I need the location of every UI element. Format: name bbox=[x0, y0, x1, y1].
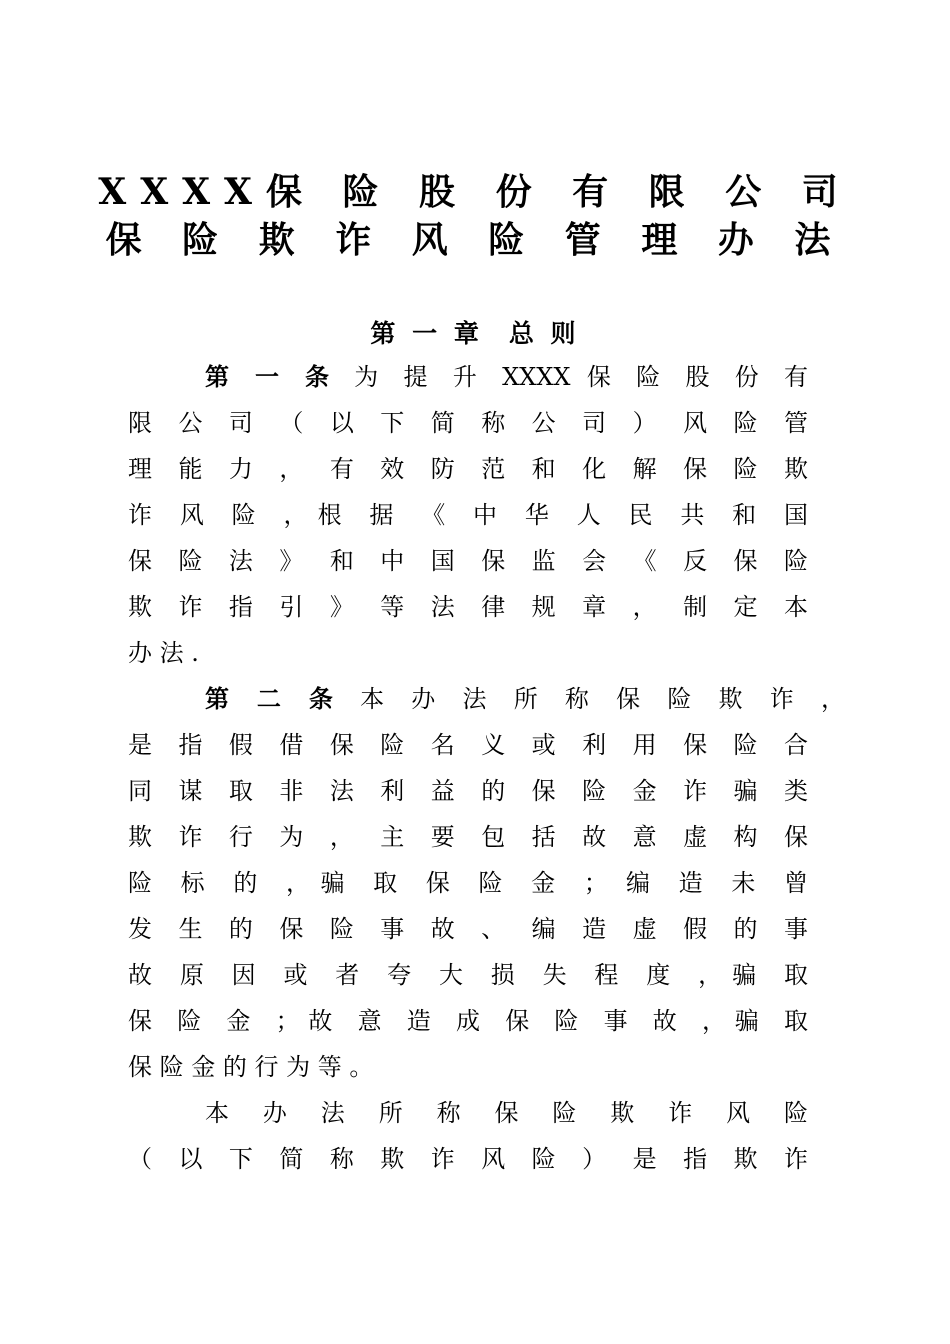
article2-line-2: 同 谋 取 非 法 利 益 的 保 险 金 诈 骗 类 bbox=[128, 777, 808, 805]
article1-line-1: 限 公 司 （ 以 下 简 称 公 司 ） 风 险 管 bbox=[128, 409, 808, 437]
chapter-heading bbox=[0, 314, 950, 350]
article1-line-3: 诈 风 险 ，根 据 《 中 华 人 民 共 和 国 bbox=[128, 501, 808, 529]
article2-text-0: 本 办 法 所 称 保 险 欺 诈 ， bbox=[360, 685, 845, 713]
para3-line-0: 本 办 法 所 称 保 险 欺 诈 风 险 bbox=[205, 1099, 808, 1127]
article1-line-2: 理 能 力 ， 有 效 防 范 和 化 解 保 险 欺 bbox=[128, 455, 808, 483]
document-title-line1: XXXX保 险 股 份 有 限 公 司 bbox=[98, 171, 852, 213]
article2-line-7: 保 险 金 ；故 意 造 成 保 险 事 故 ，骗 取 bbox=[128, 1007, 808, 1035]
article1-text-0: 为 提 升 XXXX 保 险 股 份 有 bbox=[354, 363, 808, 391]
article2-line-0 bbox=[205, 684, 845, 714]
article2-line-5: 发 生 的 保 险 事 故 、 编 造 虚 假 的 事 bbox=[128, 915, 808, 943]
article2-line-6: 故 原 因 或 者 夸 大 损 失 程 度 ，骗 取 bbox=[128, 961, 808, 989]
para3-line-1: （ 以 下 简 称 欺 诈 风 险 ） 是 指 欺 诈 bbox=[128, 1145, 808, 1173]
chapter-label: 第 一 章 bbox=[370, 319, 483, 348]
article1-line-4: 保 险 法 》 和 中 国 保 监 会 《 反 保 险 bbox=[128, 547, 808, 575]
article1-label: 第 一 条 bbox=[205, 362, 338, 391]
chapter-name: 总 则 bbox=[508, 319, 580, 348]
article1-line-6: 办 法 . bbox=[128, 639, 199, 667]
article2-line-8: 保 险 金 的 行 为 等 。 bbox=[128, 1053, 374, 1081]
article2-line-3: 欺 诈 行 为 ， 主 要 包 括 故 意 虚 构 保 bbox=[128, 823, 808, 851]
document-title-line2: 保 险 欺 诈 风 险 管 理 办 法 bbox=[105, 219, 845, 261]
article2-label: 第 二 条 bbox=[205, 684, 343, 713]
article2-line-4: 险 标 的 ，骗 取 保 险 金 ； 编 造 未 曾 bbox=[128, 869, 808, 897]
article1-line-5: 欺 诈 指 引 》 等 法 律 规 章 ， 制 定 本 bbox=[128, 593, 808, 621]
article1-line-0 bbox=[205, 362, 808, 392]
article2-line-1: 是 指 假 借 保 险 名 义 或 利 用 保 险 合 bbox=[128, 731, 808, 759]
